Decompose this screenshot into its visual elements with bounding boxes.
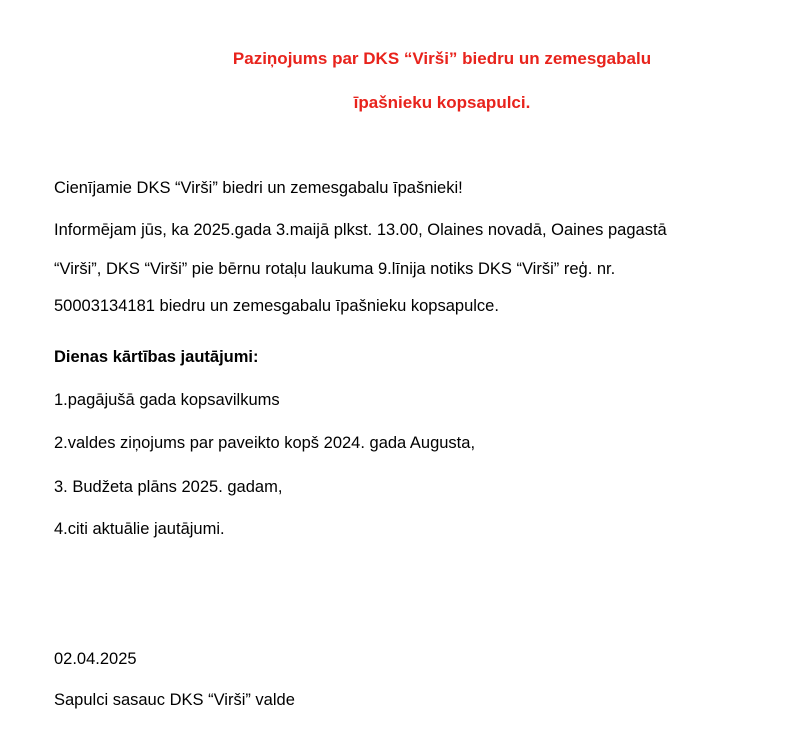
notice-date: 02.04.2025 bbox=[54, 650, 137, 668]
body-line-2: “Virši”, DKS “Virši” pie bērnu rotaļu laukuma 9.līnija notiks DKS “Virši” reģ. nr. bbox=[54, 260, 616, 278]
agenda-item-1: 1.pagājušā gada kopsavilkums bbox=[54, 391, 280, 409]
agenda-item-2: 2.valdes ziņojums par paveikto kopš 2024. gada Augusta, bbox=[54, 434, 476, 452]
notice-title-line-2: īpašnieku kopsapulci. bbox=[353, 93, 531, 112]
body-line-1: Informējam jūs, ka 2025.gada 3.maijā plkst. 13.00, Olaines novadā, Oaines pagastā bbox=[54, 221, 667, 239]
signature: Sapulci sasauc DKS “Virši” valde bbox=[54, 691, 295, 709]
body-line-3: 50003134181 biedru un zemesgabalu īpašnieku kopsapulce. bbox=[54, 297, 499, 315]
agenda-heading: Dienas kārtības jautājumi: bbox=[54, 348, 259, 366]
agenda-item-4: 4.citi aktuālie jautājumi. bbox=[54, 520, 225, 538]
notice-title-line-1: Paziņojums par DKS “Virši” biedru un zemesgabalu bbox=[232, 49, 652, 68]
greeting: Cienījamie DKS “Virši” biedri un zemesgabalu īpašnieki! bbox=[54, 179, 463, 197]
agenda-item-3: 3. Budžeta plāns 2025. gadam, bbox=[54, 478, 283, 496]
